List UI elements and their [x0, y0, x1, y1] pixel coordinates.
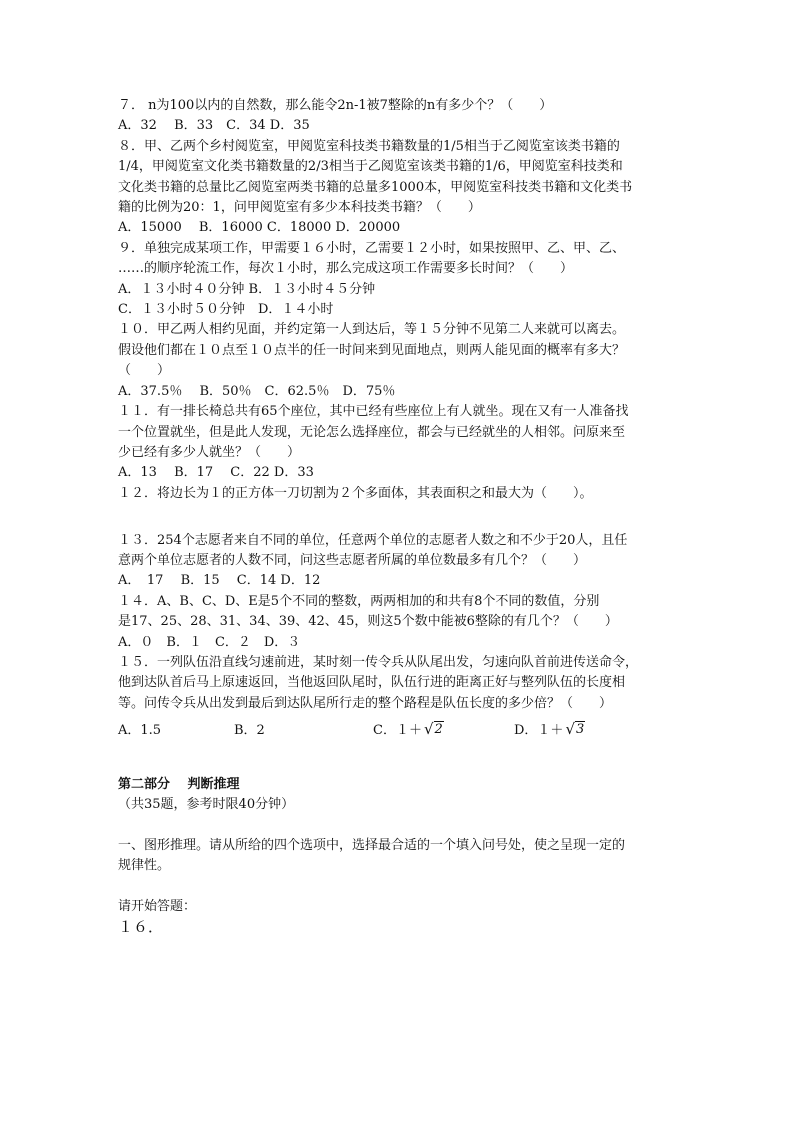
question-7-options: A．32 B．33 C．34 D．35 [118, 118, 310, 134]
question-15-line: １５．一列队伍沿直线匀速前进，某时刻一传令兵从队尾出发，匀速向队首前进传送命令， [118, 654, 639, 670]
question-8 [118, 137, 678, 239]
blank-line [118, 815, 678, 835]
question-12-stem: １２．将边长为１的正方体一刀切割为２个多面体，其表面积之和最大为（ ）。 [118, 485, 593, 501]
section-1-line: 一、图形推理。请从所给的四个选项中，选择最合适的一个填入问号处，使之呈现一定的 [118, 837, 626, 853]
question-7 [118, 96, 678, 137]
option-c [373, 721, 514, 741]
question-11 [118, 402, 678, 484]
sqrt-symbol: √ 2 [423, 719, 443, 738]
question-15-line: 他到达队首后马上原速返回，当他返回队尾时，队伍行进的距离正好与整列队伍的长度相 [118, 675, 626, 691]
question-10-line: 假设他们都在１０点至１０点半的任一时间来到见面地点，则两人能见面的概率有多大？ [118, 342, 626, 358]
part-2-title: 第二部分 判断推理 [118, 776, 240, 792]
question-8-line: ８．甲、乙两个乡村阅览室，甲阅览室科技类书籍数量的1/5相当于乙阅览室该类书籍的 [118, 138, 620, 154]
question-9 [118, 239, 678, 321]
blank-line [118, 744, 678, 764]
question-9-line: ……的顺序轮流工作，每次１小时，那么完成这项工作需要多长时间？（ ） [118, 261, 574, 277]
question-15 [118, 653, 678, 744]
question-7-stem: ７． n为100以内的自然数，那么能令2n-1被7整除的n有多少个？（ ） [118, 98, 553, 113]
question-9-line: ９．单独完成某项工作，甲需要１６小时，乙需要１２小时，如果按照甲、乙、甲、乙、 [118, 240, 626, 256]
question-9-options: A．１３小时４０分钟 B．１３小时４５分钟 [118, 281, 376, 297]
question-8-line: 籍的比例为20：1，问甲阅览室有多少本科技类书籍？（ ） [118, 200, 481, 216]
question-13-options: A． 17 B．15 C．14 D．12 [118, 573, 321, 589]
option-c-prefix: C．１＋ [373, 722, 422, 738]
question-10-options: A．37.5％ B．50％ C．62.5％ D．75％ [118, 383, 396, 399]
question-14-line: １４．A、B、C、D、E是5个不同的整数，两两相加的和共有8个不同的数值，分别 [118, 593, 600, 609]
section-1-instructions [118, 836, 678, 877]
question-12 [118, 484, 678, 525]
question-13-line: １３．254个志愿者来自不同的单位，任意两个单位的志愿者人数之和不少于20人，且任 [118, 532, 628, 548]
sqrt-symbol: √ 3 [565, 719, 585, 738]
question-column [118, 96, 678, 938]
question-14-options: A．０ B．１ C．２ D．３ [118, 634, 301, 650]
part-2-subtitle: （共35题，参考时限40分钟） [118, 796, 295, 812]
part-2-header [118, 775, 678, 816]
option-b: B．2 [234, 722, 265, 738]
option-a: A．1.5 [118, 722, 162, 738]
question-13-line: 意两个单位志愿者的人数不同，问这些志愿者所属的单位数最多有几个？（ ） [118, 552, 587, 568]
question-8-options: A．15000 B．16000 C．18000 D．20000 [118, 220, 401, 236]
question-10-line: １０．甲乙两人相约见面，并约定第一人到达后，等１５分钟不见第二人来就可以离去。 [118, 322, 626, 338]
question-14-line: 是17、25、28、31、34、39、42、45，则这5个数中能被6整除的有几个？（ ） [118, 614, 618, 630]
question-14 [118, 592, 678, 653]
question-9-options: C．１３小时５０分钟 D．１４小时 [118, 302, 334, 318]
question-8-line: 文化类书籍的总量比乙阅览室两类书籍的总量多1000本，甲阅览室科技类书籍和文化类书 [118, 179, 633, 195]
question-10-line: （ ） [118, 363, 171, 379]
blank-line [118, 504, 678, 524]
question-10 [118, 320, 678, 402]
question-8-line: 1/4，甲阅览室文化类书籍数量的2/3相当于乙阅览室该类书籍的1/6，甲阅览室科技类和 [118, 159, 623, 175]
blank-line [118, 877, 678, 897]
option-d-radicand: 3 [576, 721, 585, 737]
start-prompt: 请开始答题： [118, 898, 197, 914]
question-15-options [118, 718, 678, 744]
question-11-line: １１．有一排长椅总共有65个座位，其中已经有些座位上有人就坐。现在又有一人准备找 [118, 404, 629, 420]
question-11-line: 少已经有多少人就坐？（ ） [118, 444, 301, 460]
question-16-label: １６． [118, 918, 164, 937]
question-13 [118, 531, 678, 592]
question-11-options: A．13 B．17 C．22 D．33 [118, 465, 314, 481]
section-1-line: 规律性。 [118, 858, 171, 874]
option-d-prefix: D．１＋ [514, 722, 564, 738]
blank-line [118, 765, 678, 775]
option-d [514, 721, 585, 741]
option-c-radicand: 2 [434, 721, 443, 737]
question-11-line: 一个位置就坐，但是此人发现，无论怎么选择座位，都会与已经就坐的人相邻。问原来至 [118, 424, 626, 440]
question-15-line: 等。问传令兵从出发到最后到达队尾所行走的整个路程是队伍长度的多少倍？（ ） [118, 695, 613, 711]
